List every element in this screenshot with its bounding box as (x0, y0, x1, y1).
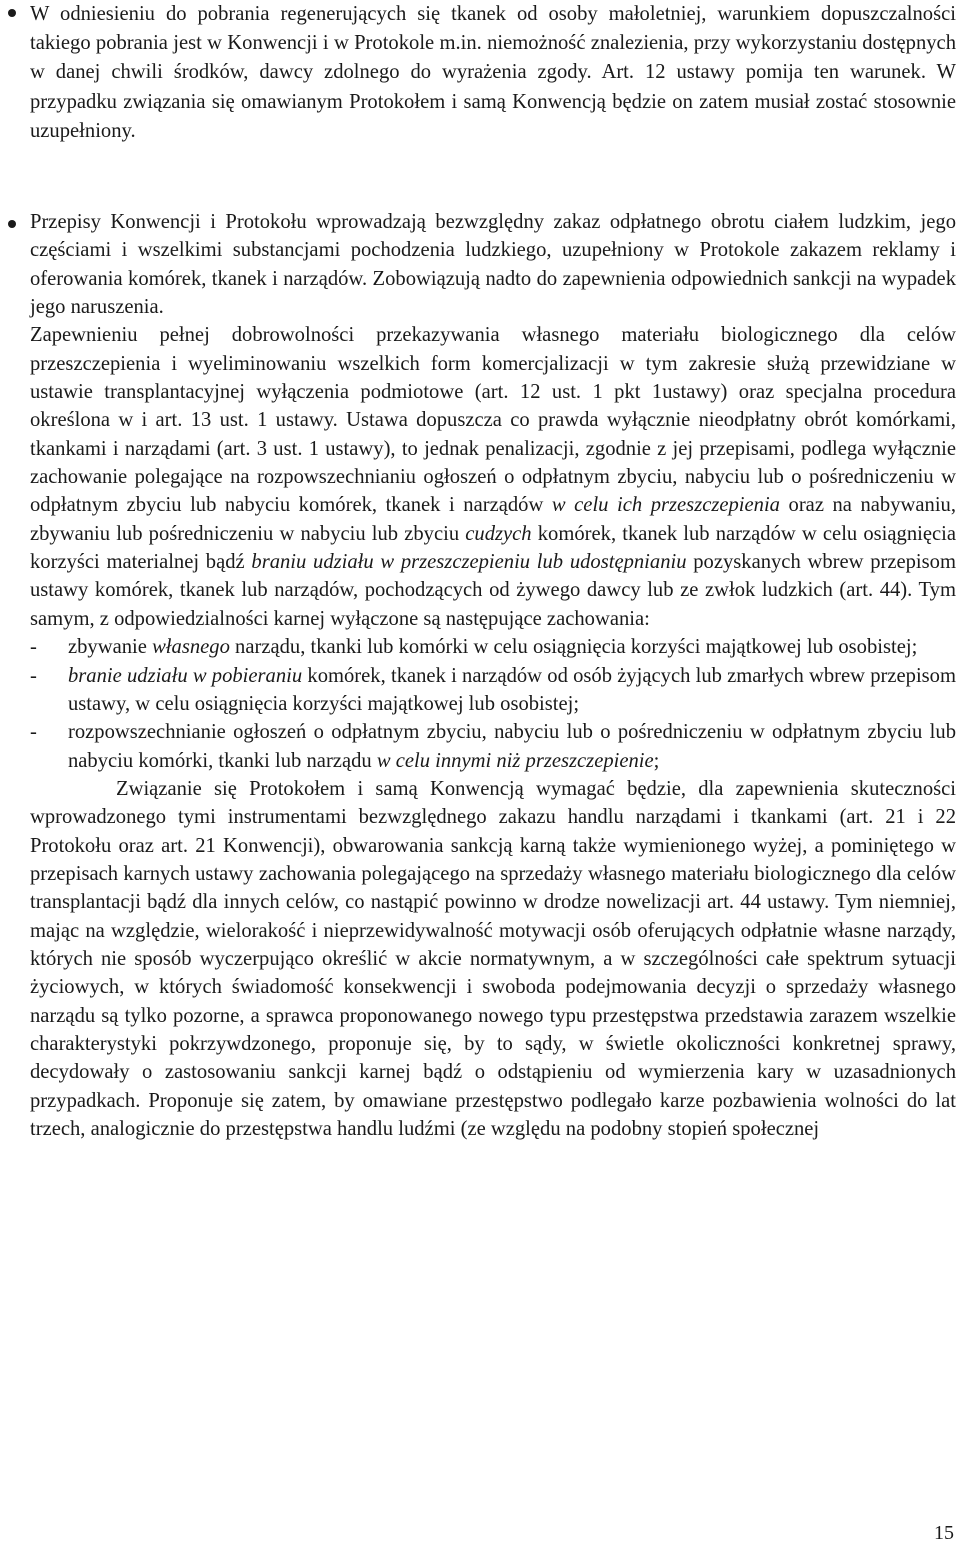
italic-text: w celu ich przeszczepienia (551, 494, 780, 517)
text-run: Zapewnieniu pełnej dobrowolności przekazywania własnego materiału biologicznego dla celów przeszczepienia i wyeliminowaniu wszelkich form komercjalizacji w tym zakresie służą przewidziane w ustawie transplantacyjnej wyłączenia podmiotowe (art. 12 ust. 1 pkt 1ustawy) oraz specjalna procedura określona w i art. 13 ust. 1 ustawy. Ustawa dopuszcza co prawda wyłącznie nieodpłatny obrót komórkami, tkankami i narządami (art. 3 ust. 1 ustawy), to jednak penalizacji, zgodnie z jej przepisami, podlega wyłącznie zachowanie polegające na rozpowszechnianiu ogłoszeń o odpłatnym zbyciu, nabyciu lub o pośredniczeniu w odpłatnym zbyciu lub nabyciu komórek, tkanek i narządów (30, 324, 956, 517)
bullet-icon (8, 220, 16, 228)
list-item (30, 633, 956, 661)
bullet-item-tissue-donation (30, 0, 956, 146)
italic-text: braniu udziału w przeszczepieniu lub udostępnianiu (251, 551, 687, 574)
dash-marker: - (30, 721, 37, 744)
paragraph: W odniesieniu do pobrania regenerujących się tkanek od osoby małoletniej, warunkiem dopuszczalności takiego pobrania jest w Konwencji i w Protokole m.in. niemożność znalezienia, przy wykorzystaniu dostępnych w danej chwili środków, dawcy zdolnego do wyrażenia zgody. Art. 12 ustawy pomija ten warunek. W przypadku związania się omawianym Protokołem i samą Konwencją będzie on zatem musiał zostać stosownie uzupełniony. (30, 3, 956, 142)
list-item (30, 662, 956, 719)
italic-text: własnego (152, 636, 230, 659)
text-run: zbywanie (68, 636, 153, 659)
dash-marker: - (30, 664, 37, 687)
paragraph: Przepisy Konwencji i Protokołu wprowadzają bezwzględny zakaz odpłatnego obrotu ciałem ludzkim, jego częściami i wszelkimi substancjami pochodzenia ludzkiego, uzupełniony w Protokole zakazem reklamy i oferowania komórek, tkanek i narządów. Zobowiązują nadto do zapewnienia odpowiednich sankcji na wypadek jego naruszenia. (30, 211, 956, 319)
bullet-icon (8, 9, 16, 17)
text-run: narządu, tkanki lub komórki w celu osiągnięcia korzyści majątkowej lub osobistej; (229, 636, 918, 659)
italic-text: branie udziału w pobieraniu (68, 664, 303, 687)
text-run: komórek, tkanek i narządów od osób żyjących lub zmarłych wbrew przepisom ustawy, w celu osiągnięcia korzyści majątkowej lub osobistej; (68, 664, 956, 715)
dash-marker: - (30, 636, 37, 659)
paragraph (30, 321, 956, 633)
text-run: komórek, tkanek lub narządów w celu osiągnięcia korzyści materialnej bądź (30, 522, 956, 574)
text-run: ; (653, 749, 660, 772)
italic-text: cudzych (465, 522, 532, 545)
text-run: pozyskanych wbrew przepisom ustawy komórek, tkanek lub narządów, pochodzących od żywego dawcy lub ze zwłok ludzkich (art. 44). Tym samym, z odpowiedzialności karnej wyłączone są następujące zachowania: (30, 551, 956, 630)
text-run: rozpowszechnianie ogłoszeń o odpłatnym zbyciu, nabyciu lub o pośredniczeniu w odpłatnym zbyciu lub nabyciu komórki, tkanki lub narządu (68, 721, 956, 772)
bullet-item-trade-ban (30, 208, 956, 1143)
text-run: oraz na nabywaniu, zbywaniu lub pośredniczeniu w nabyciu lub zbyciu (30, 494, 957, 545)
page-number: 15 (934, 1522, 954, 1544)
paragraph: Związanie się Protokołem i samą Konwencją wymagać będzie, dla zapewnienia skuteczności wprowadzonego tymi instrumentami bezwzględnego zakazu handlu narządami i tkankami (art. 21 i 22 Protokołu oraz art. 21 Konwencji), obwarowania sankcją karną także wymienionego wyżej, a pominiętego w przepisach karnych ustawy zachowania polegającego na sprzedaży własnego materiału biologicznego dla celów transplantacji bądź dla innych celów, co nastąpić powinno w drodze nowelizacji art. 44 ustawy. Tym niemniej, mając na względzie, wielorakość i nieprzewidywalność motywacji osób oferujących odpłatnie własne narządy, których nie sposób wyczerpująco określić w akcie normatywnym, a w szczególności całe spektrum sytuacji życiowych, w których świadomość konsekwencji i swoboda podejmowania decyzji o sprzedaży własnego narządu są tylko pozorne, a sprawca proponowanego nowego typu przestępstwa przedstawia zarazem wszelkie charakterystyki pokrzywdzonego, proponuje się, by to sądy, w świetle okoliczności konkretnej sprawy, decydowały o zastosowaniu sankcji karnej bądź o odstąpieniu od wymierzenia kary w uzasadnionych przypadkach. Proponuje się zatem, by omawiane przestępstwo podlegało karze pozbawienia wolności do lat trzech, analogicznie do przestępstwa handlu ludźmi (ze względu na podobny stopień społecznej (30, 777, 956, 1140)
italic-text: w celu innymi niż przeszczepienie (376, 749, 654, 772)
list-item (30, 718, 956, 775)
dash-list (30, 633, 956, 775)
